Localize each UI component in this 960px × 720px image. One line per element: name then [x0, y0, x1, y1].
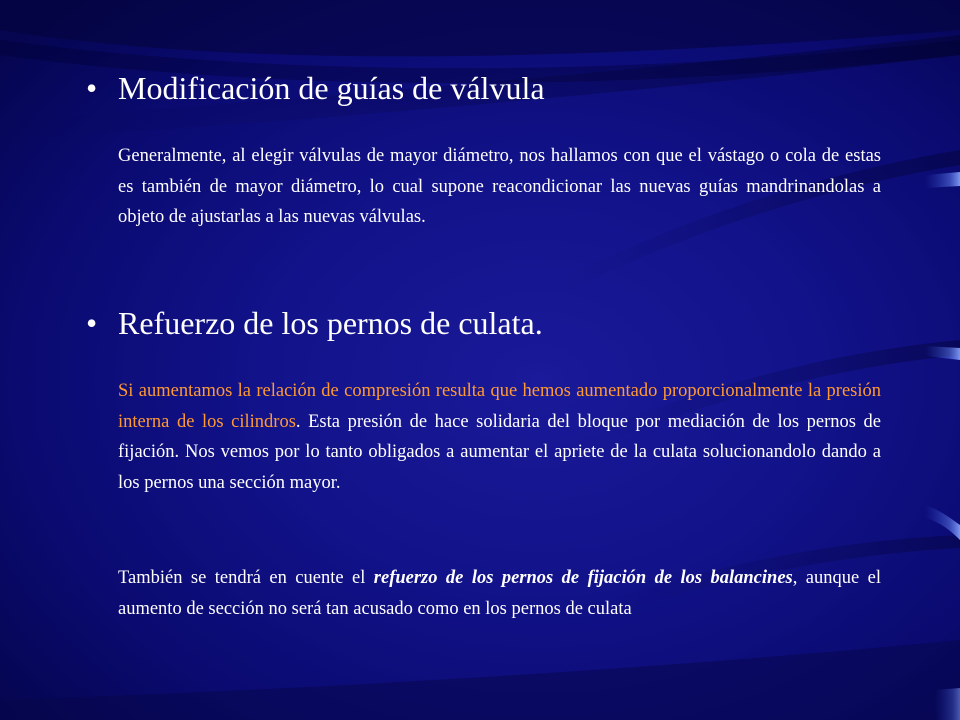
bullet-icon: •: [86, 70, 98, 106]
paragraph-rocker-bolts: [118, 563, 881, 624]
paragraph-valve-guides: Generalmente, al elegir válvulas de mayor diámetro, nos hallamos con que el vástago o cola de estas es también de mayor diámetro, lo cual supone reacondicionar las nuevas guías mandrinandolas a objeto de ajustarlas a las nuevas válvulas.: [118, 146, 881, 227]
note-end-text: , aunque el aumento de sección no será tan acusado como en los pernos de culata: [118, 568, 881, 619]
note-emphasis-text: refuerzo de los pernos de fijación de los balancines: [373, 568, 793, 588]
section-heading-valve-guides: [86, 70, 545, 106]
heading-text: Modificación de guías de válvula: [118, 70, 545, 106]
section-heading-head-bolts: [86, 305, 543, 341]
note-start-text: También se tendrá en cuente el: [118, 568, 374, 588]
highlight-text: Si aumentamos la relación de compresión resulta que hemos aumentado proporcionalmente la presión interna de los cilindros: [118, 381, 881, 432]
paragraph-head-bolts: [118, 376, 881, 498]
paragraph-text: . Esta presión de hace solidaria del bloque por mediación de los pernos de fijación. Nos vemos por lo tanto obligados a aumentar el apriete de la culata solucionandolo dando a los pernos una sección mayor.: [118, 411, 882, 493]
bullet-icon: •: [86, 305, 98, 341]
heading-text: Refuerzo de los pernos de culata.: [118, 305, 543, 341]
